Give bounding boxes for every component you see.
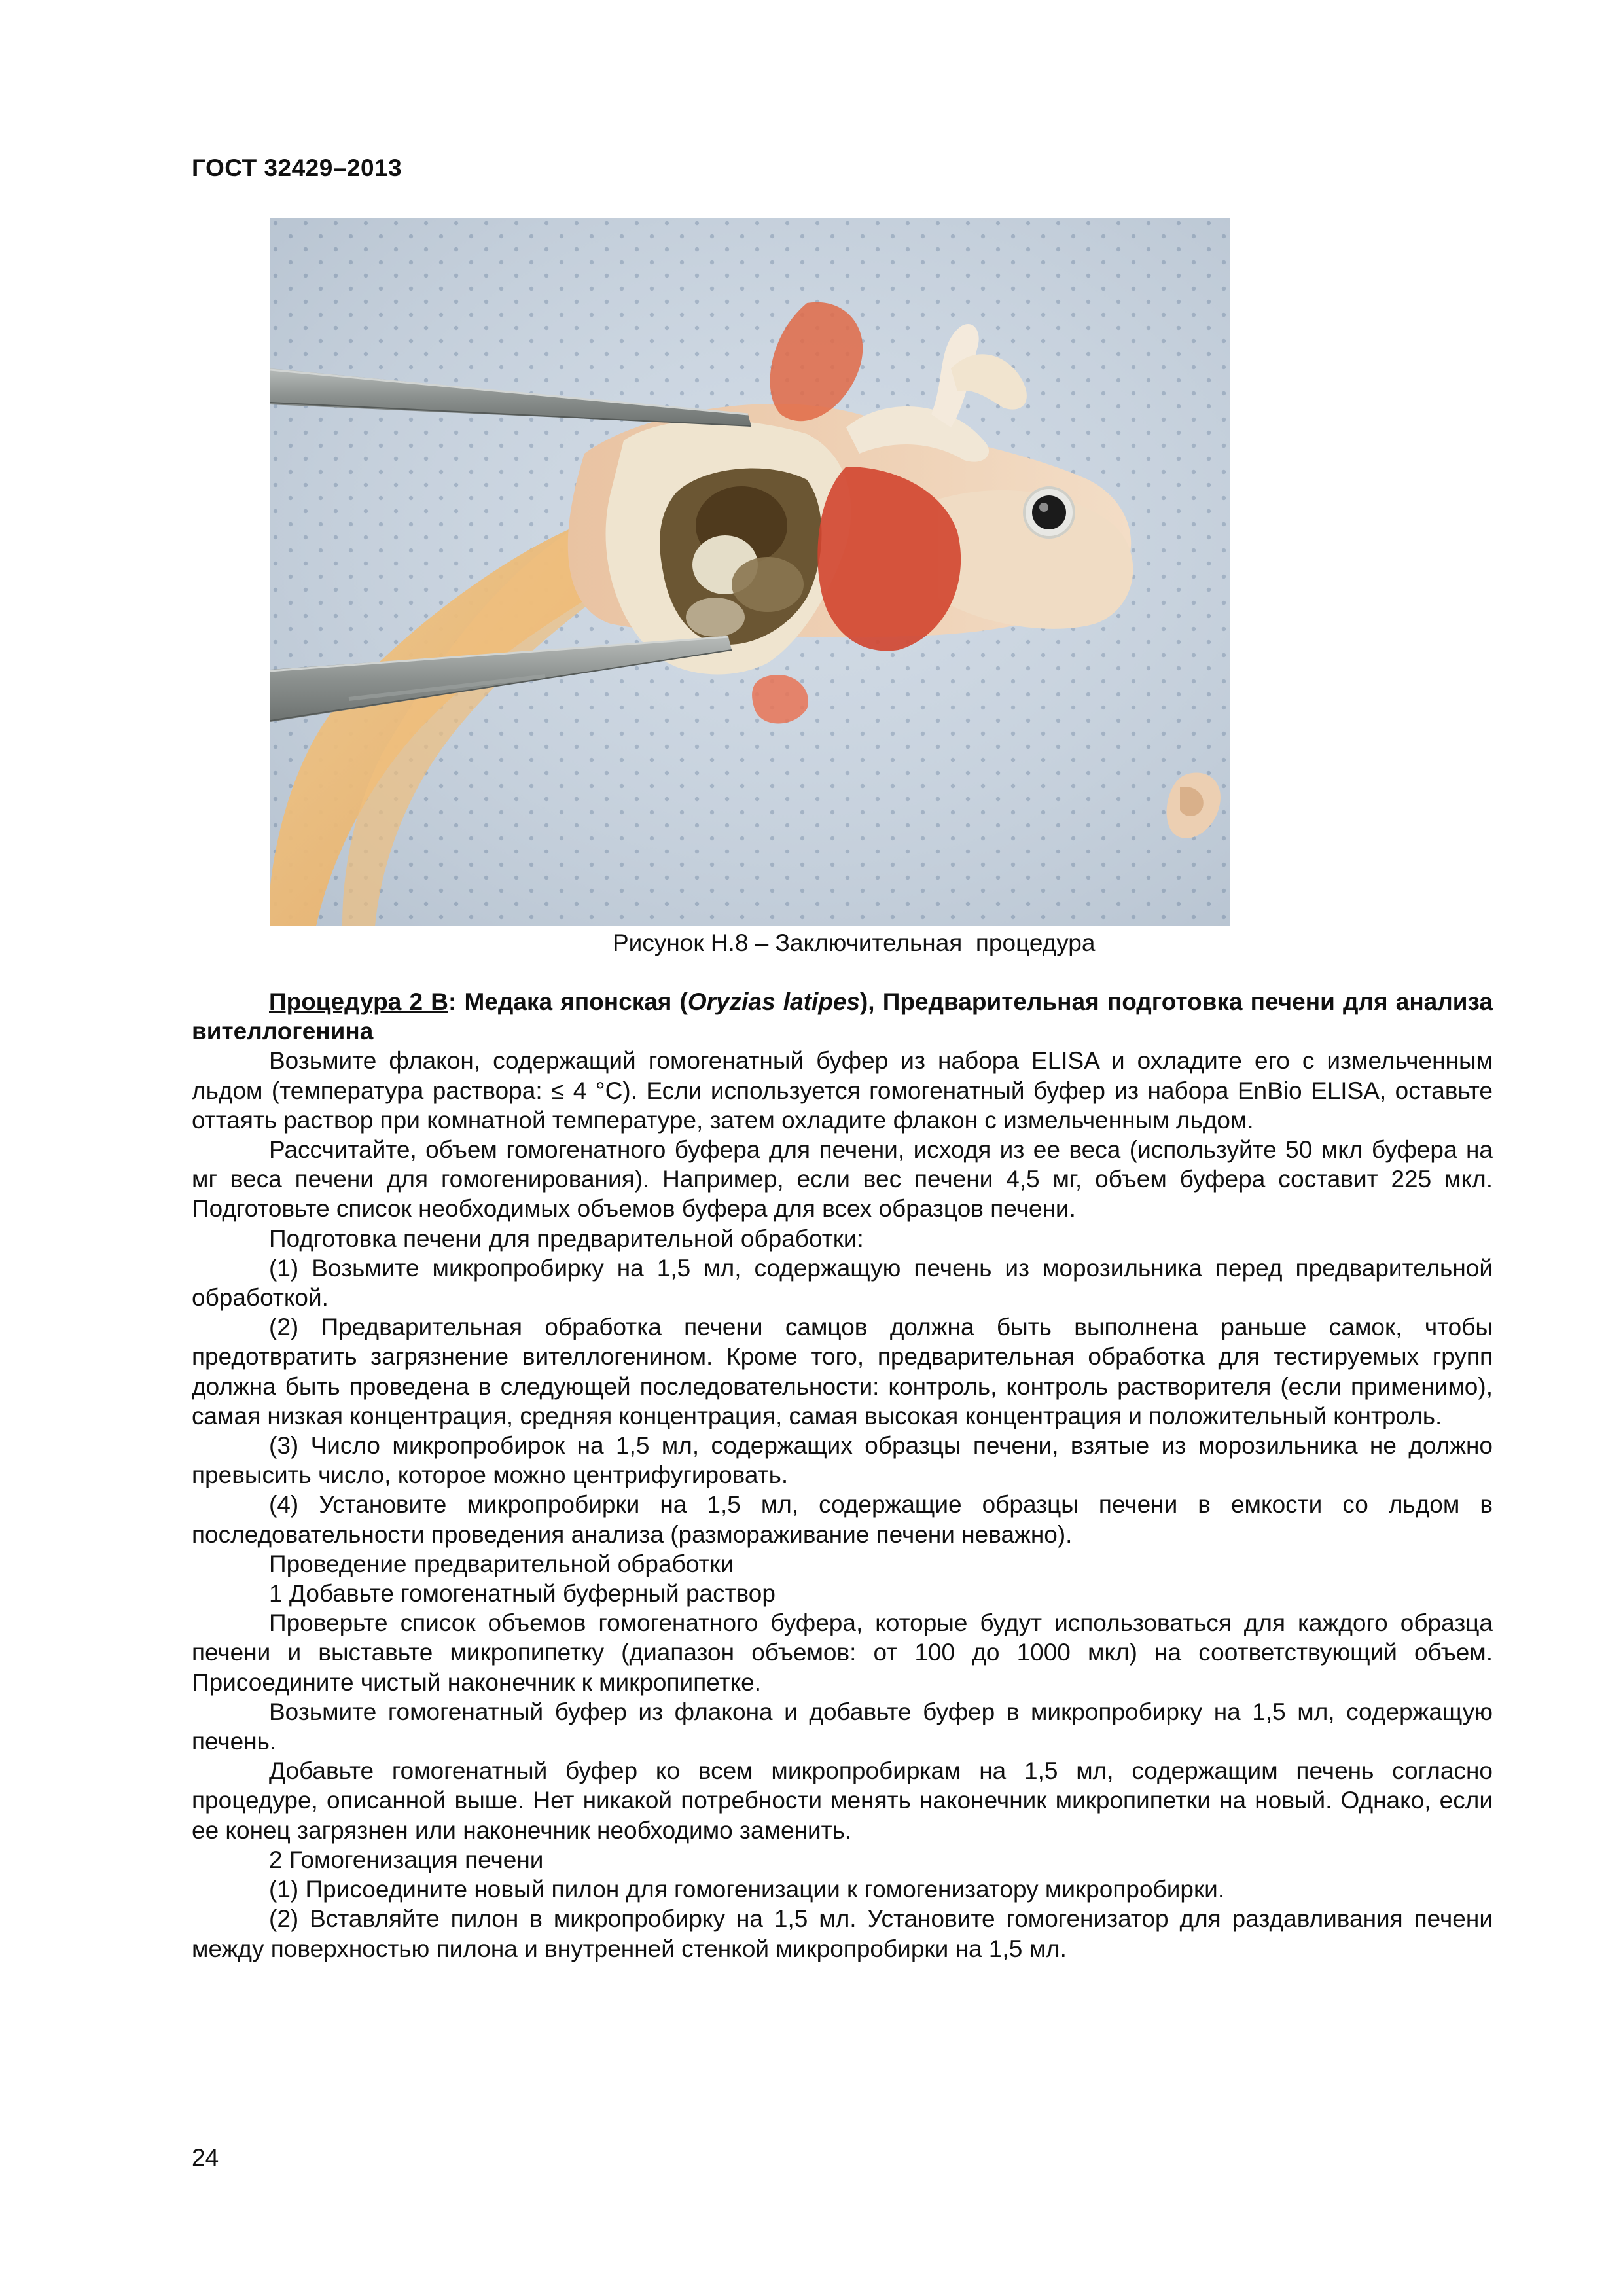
procedure-title-rest: ), Предварительная подготовка печени для анализа вителлогенина	[192, 988, 1493, 1045]
paragraph: (1) Присоедините новый пилон для гомогенизации к гомогенизатору микропробирки.	[269, 1876, 1225, 1903]
paragraph: (2) Вставляйте пилон в микропробирку на 1,5 мл. Установите гомогенизатор для раздавливания печени между поверхностью пилона и внутренней стенкой микропробирки на 1,5 мл.	[192, 1905, 1493, 1962]
paragraph: (3) Число микропробирок на 1,5 мл, содержащих образцы печени, взятые из морозильника не должно превысить число, которое можно центрифугировать.	[192, 1432, 1493, 1489]
paragraph: Проведение предварительной обработки	[269, 1550, 734, 1577]
procedure-title	[192, 987, 1493, 1046]
procedure-label: Процедура 2 B	[269, 988, 448, 1015]
paragraph: (1) Возьмите микропробирку на 1,5 мл, содержащую печень из морозильника перед предварительной обработкой.	[192, 1254, 1493, 1312]
paragraph: Подготовка печени для предварительной обработки:	[269, 1225, 864, 1252]
paragraph: Проверьте список объемов гомогенатного буфера, которые будут использоваться для каждого образца печени и выставьте микропипетку (диапазон объемов: от 100 до 1000 мкл) на соответствующий объем. Присоедините чистый наконечник к микропипетке.	[192, 1609, 1493, 1696]
paragraph: (4) Установите микропробирки на 1,5 мл, содержащие образцы печени в емкости со льдом в последовательности проведения анализа (размораживание печени неважно).	[192, 1491, 1493, 1548]
paragraph: Рассчитайте, объем гомогенатного буфера для печени, исходя из ее веса (используйте 50 мкл буфера на мг веса печени для гомогенирования). Например, если вес печени 4,5 мг, объем буфера составит 225 мкл. Подготовьте список необходимых объемов буфера для всех образцов печени.	[192, 1136, 1493, 1223]
procedure-section	[192, 987, 1493, 1964]
paragraph: (2) Предварительная обработка печени самцов должна быть выполнена раньше самок, чтобы предотвратить загрязнение вителлогенином. Кроме того, предварительная обработка для тестируемых групп должна быть проведена в следующей последовательности: контроль, контроль растворителя (если применимо), самая низкая концентрация, средняя концентрация, самая высокая концентрация и положительный контроль.	[192, 1314, 1493, 1429]
paragraph: 1 Добавьте гомогенатный буферный раствор	[269, 1580, 776, 1607]
paragraph: Возьмите гомогенатный буфер из флакона и добавьте буфер в микропробирку на 1,5 мл, содержащую печень.	[192, 1698, 1493, 1755]
paragraph: Добавьте гомогенатный буфер ко всем микропробиркам на 1,5 мл, содержащим печень согласно процедуре, описанной выше. Нет никакой потребности менять наконечник микропипетки на новый. Однако, если ее конец загрязнен или наконечник необходимо заменить.	[192, 1757, 1493, 1844]
species-name: Oryzias latipes	[687, 988, 860, 1015]
dissected-medaka-image	[270, 218, 1230, 926]
dissection-photo	[270, 218, 1230, 926]
document-header: ГОСТ 32429–2013	[192, 154, 402, 181]
page-number: 24	[192, 2144, 219, 2171]
paragraph: 2 Гомогенизация печени	[269, 1846, 544, 1873]
paragraph: Возьмите флакон, содержащий гомогенатный буфер из набора ELISA и охладите его с измельченным льдом (температура раствора: ≤ 4 °C). Если используется гомогенатный буфер из набора EnBio ELISA, оставьте оттаять раствор при комнатной температуре, затем охладите флакон с измельченным льдом.	[192, 1047, 1493, 1134]
figure-caption: Рисунок Н.8 – Заключительная процедура	[613, 929, 1096, 956]
procedure-title-part: : Медака японская (	[448, 988, 688, 1015]
